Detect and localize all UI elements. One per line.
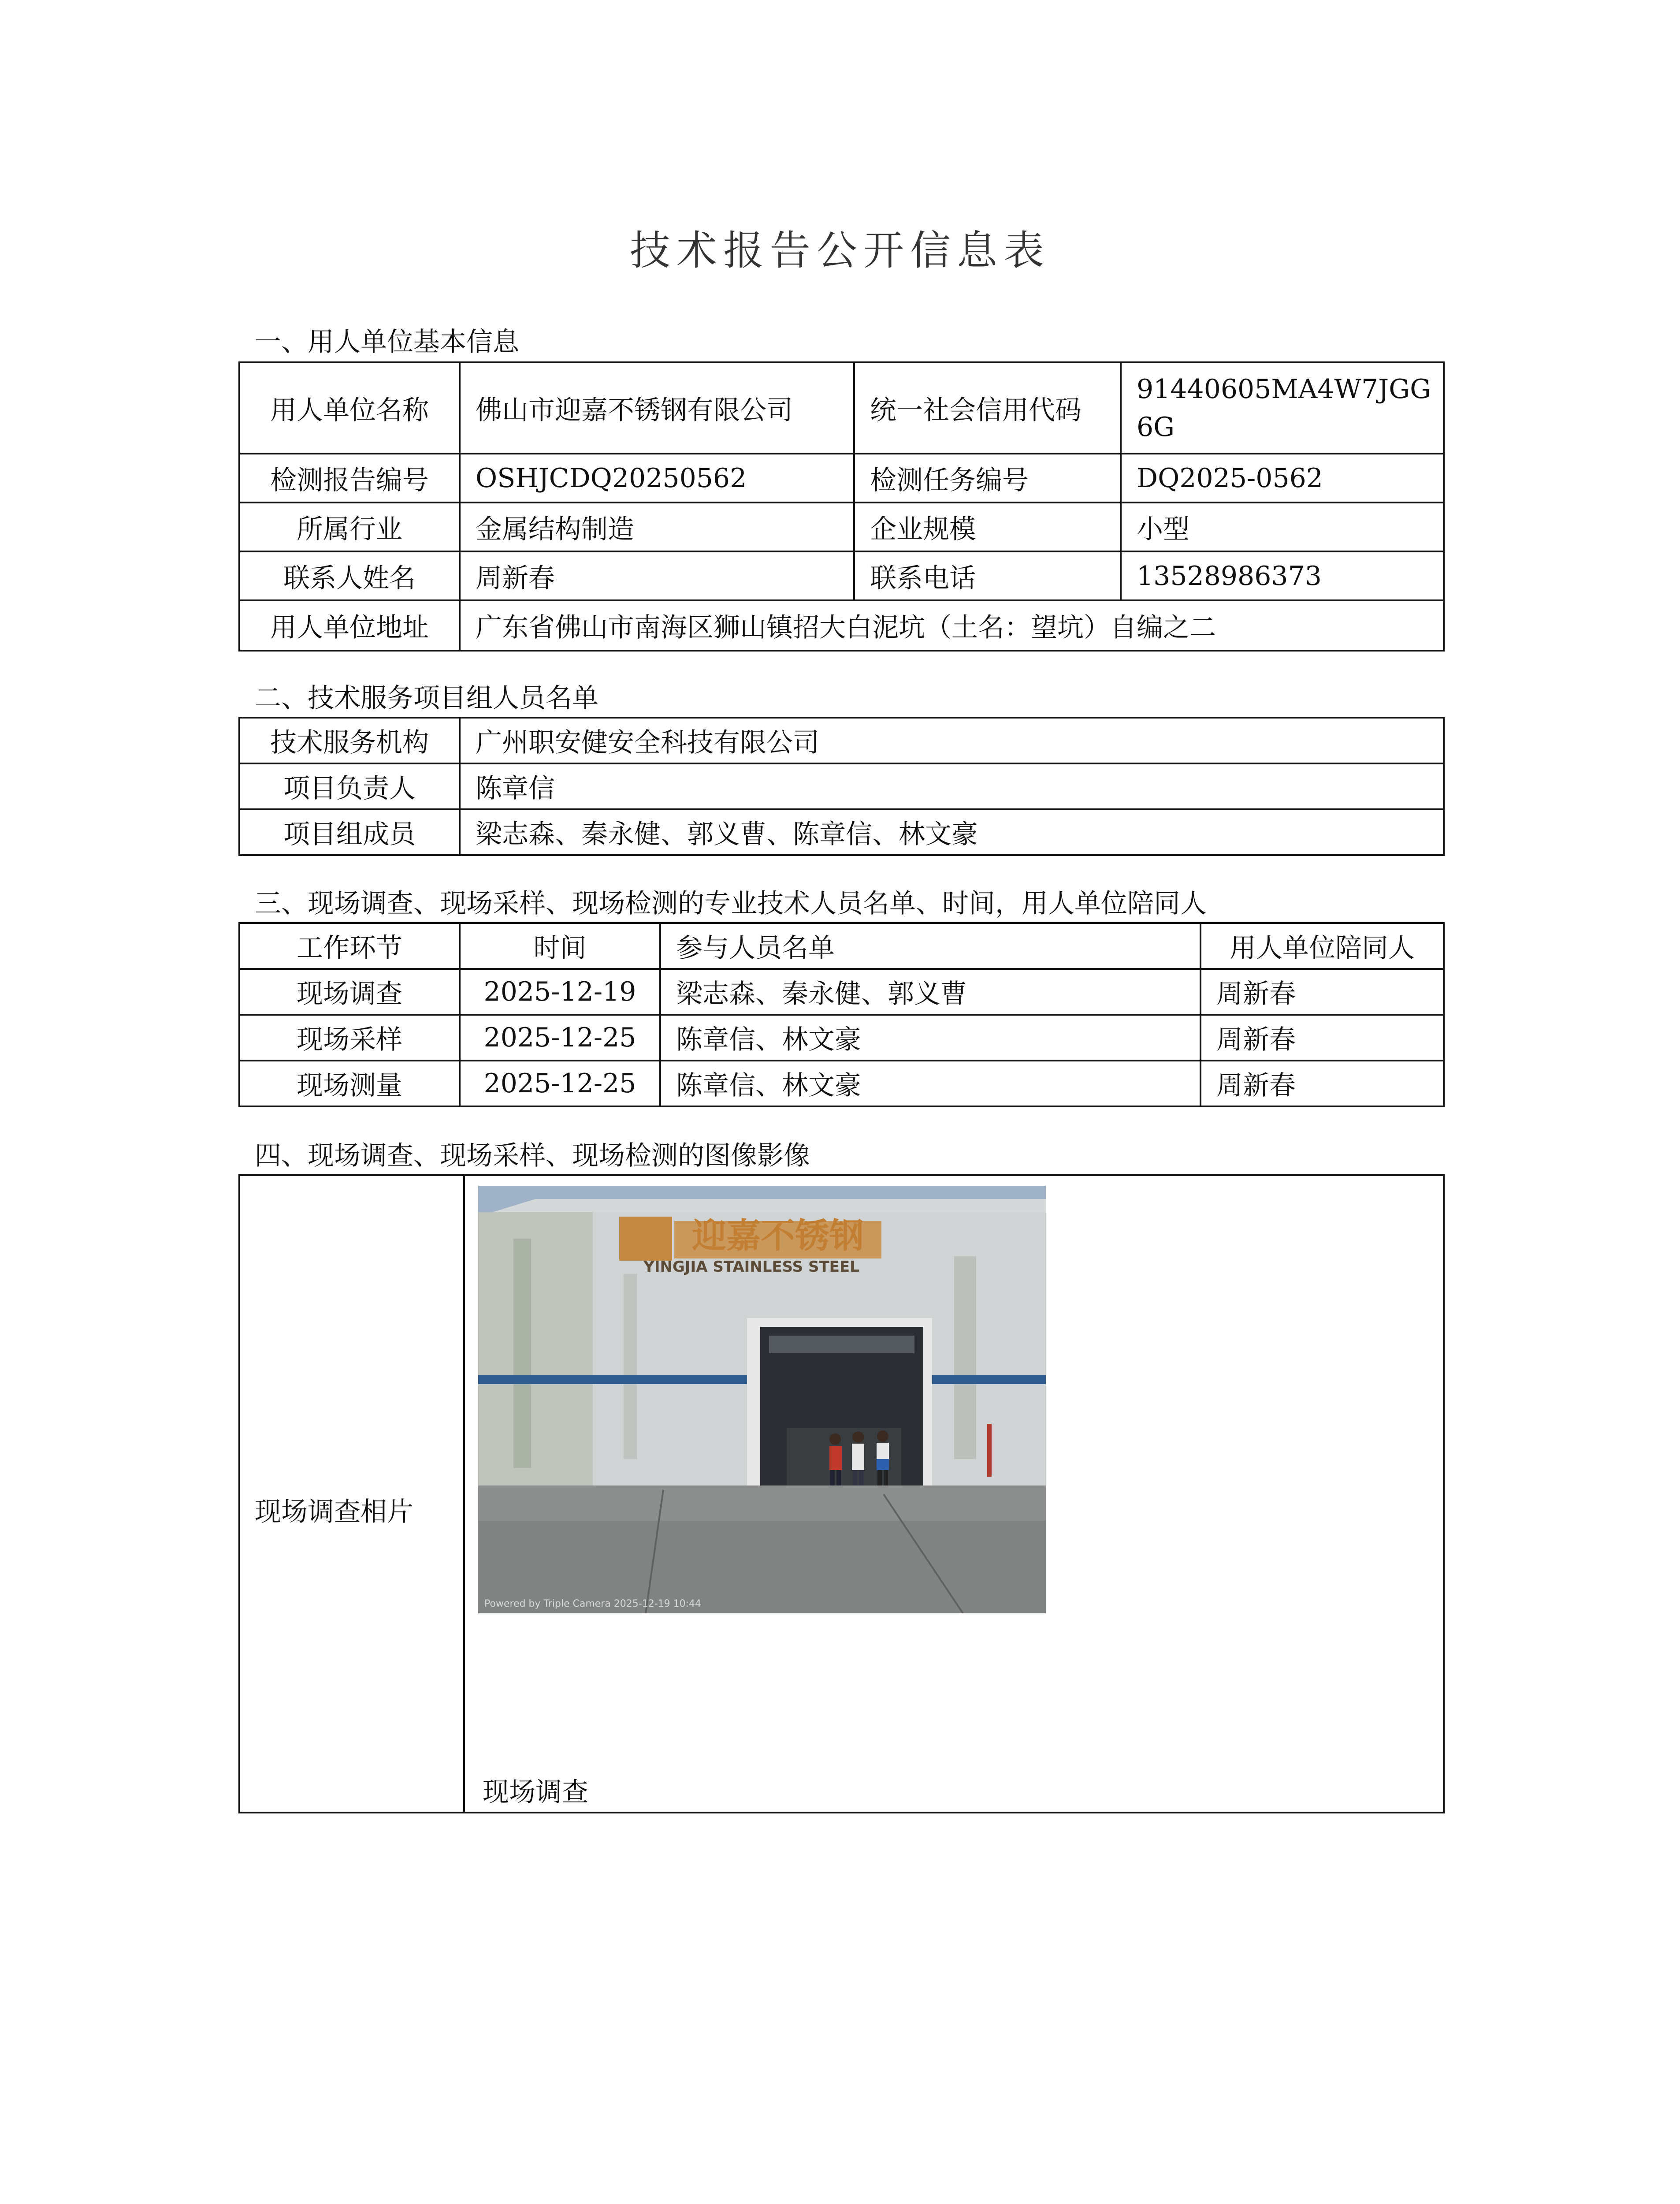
unit-name-value: 佛山市迎嘉不锈钢有限公司 [460, 362, 854, 454]
row-people: 陈章信、林文豪 [660, 1061, 1201, 1106]
photo-caption: 现场调查 [483, 1777, 588, 1808]
photo-row-label: 现场调查相片 [255, 1497, 413, 1527]
leader-label: 项目负责人 [239, 763, 460, 809]
task-no-value: DQ2025-0562 [1121, 454, 1444, 503]
section-heading-schedule: 三、现场调查、现场采样、现场检测的专业技术人员名单、时间，用人单位陪同人 [255, 888, 1207, 919]
address-value: 广东省佛山市南海区狮山镇招大白泥坑（土名：望坑）自编之二 [460, 600, 1444, 651]
row-stage: 现场采样 [239, 1015, 460, 1061]
page-title: 技术报告公开信息表 [629, 227, 1050, 274]
site-photo [478, 1186, 1046, 1613]
members-value: 梁志森、秦永健、郭义曹、陈章信、林文豪 [460, 809, 1444, 855]
row-date: 2025-12-25 [460, 1061, 660, 1106]
team-table [238, 717, 1445, 856]
schedule-table [238, 922, 1445, 1107]
row-stage: 现场调查 [239, 969, 460, 1015]
leader-value: 陈章信 [460, 763, 1444, 809]
scale-value: 小型 [1121, 503, 1444, 551]
row-escort: 周新春 [1201, 1015, 1444, 1061]
row-stage: 现场测量 [239, 1061, 460, 1106]
scale-label: 企业规模 [854, 503, 1121, 551]
table-row [239, 969, 1444, 1015]
industry-value: 金属结构制造 [460, 503, 854, 551]
industry-label: 所属行业 [239, 503, 460, 551]
report-no-value: OSHJCDQ20250562 [460, 454, 854, 503]
table-row [239, 1061, 1444, 1106]
task-no-label: 检测任务编号 [854, 454, 1121, 503]
table-row [239, 1015, 1444, 1061]
basic-info-table [238, 361, 1445, 652]
section-heading-basic-info: 一、用人单位基本信息 [255, 327, 519, 357]
photo-watermark: Powered by Triple Camera 2025-12-19 10:44 [484, 1598, 702, 1609]
report-no-label: 检测报告编号 [239, 454, 460, 503]
header-escort: 用人单位陪同人 [1201, 923, 1444, 969]
contact-label: 联系人姓名 [239, 551, 460, 600]
row-people: 梁志森、秦永健、郭义曹 [660, 969, 1201, 1015]
credit-code-label: 统一社会信用代码 [854, 362, 1121, 454]
row-escort: 周新春 [1201, 1061, 1444, 1106]
contact-value: 周新春 [460, 551, 854, 600]
row-escort: 周新春 [1201, 969, 1444, 1015]
section-heading-team: 二、技术服务项目组人员名单 [255, 683, 598, 714]
org-value: 广州职安健安全科技有限公司 [460, 718, 1444, 763]
header-stage: 工作环节 [239, 923, 460, 969]
row-date: 2025-12-25 [460, 1015, 660, 1061]
section-heading-images: 四、现场调查、现场采样、现场检测的图像影像 [255, 1140, 810, 1171]
photo-sign-cn: 迎嘉不锈钢 [691, 1216, 864, 1256]
header-date: 时间 [460, 923, 660, 969]
credit-code-value: 91440605MA4W7JGG6G [1121, 362, 1444, 454]
address-label: 用人单位地址 [239, 600, 460, 651]
members-label: 项目组成员 [239, 809, 460, 855]
phone-value: 13528986373 [1121, 551, 1444, 600]
header-people: 参与人员名单 [660, 923, 1201, 969]
unit-name-label: 用人单位名称 [239, 362, 460, 454]
row-people: 陈章信、林文豪 [660, 1015, 1201, 1061]
photo-sign-en: YINGJIA STAINLESS STEEL [643, 1258, 859, 1276]
row-date: 2025-12-19 [460, 969, 660, 1015]
org-label: 技术服务机构 [239, 718, 460, 763]
phone-label: 联系电话 [854, 551, 1121, 600]
